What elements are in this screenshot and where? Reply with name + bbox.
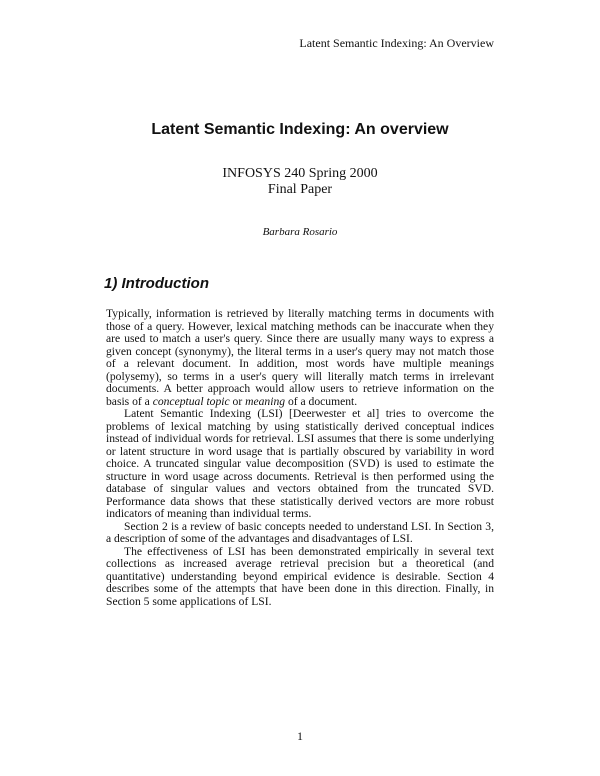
page-number: 1 [297,729,303,743]
paragraph-1-text-b: or [229,394,246,408]
author-name: Barbara Rosario [262,226,338,238]
paragraph-1 [106,308,494,408]
introduction-body [106,308,494,608]
emphasis-conceptual-topic: conceptual topic [152,394,230,408]
paper-type-line: Final Paper [267,182,333,197]
paragraph-2: Latent Semantic Indexing (LSI) [Deerwester et al] tries to overcome the problems of lexical matching by using statistically derived conceptual indices instead of individual words for retrieval. LSI assumes that there is some underlying or latent structure in word usage that is partially obscured by variability in word choice. A truncated singular value decomposition (SVD) is used to estimate the structure in word usage across documents. Retrieval is then performed using the database of singular values and vectors obtained from the truncated SVD. Performance data shows that these statistically derived vectors are more robust indicators of meaning than individual terms. [106,407,494,520]
paragraph-1-text-a: Typically, information is retrieved by literally matching terms in documents with those of a query. However, lexical matching methods can be inaccurate when they are used to match a user's query. Since there are usually many ways to express a given concept (synonymy), the literal terms in a user's query may not match those of a relevant document. In addition, most words have multiple meanings (polysemy), so terms in a user's query will literally match terms in irrelevant documents. A better approach would allow users to retrieve information on the basis of a [106,307,494,408]
paragraph-3: Section 2 is a review of basic concepts needed to understand LSI. In Section 3, a description of some of the advantages and disadvantages of LSI. [106,519,494,545]
paragraph-4: The effectiveness of LSI has been demonstrated empirically in several text collections as increased average retrieval precision but a theoretical (and quantitative) understanding beyond empirical evidence is desirable. Section 4 describes some of the attempts that have been done in this direction. Finally, in Section 5 some applications of LSI. [106,544,494,608]
course-line: INFOSYS 240 Spring 2000 [222,166,378,181]
paragraph-1-text-c: of a document. [285,394,358,408]
running-header: Latent Semantic Indexing: An Overview [299,36,494,50]
section-heading-introduction: 1) Introduction [104,275,209,292]
paper-title: Latent Semantic Indexing: An overview [151,121,449,138]
emphasis-meaning: meaning [245,394,286,408]
